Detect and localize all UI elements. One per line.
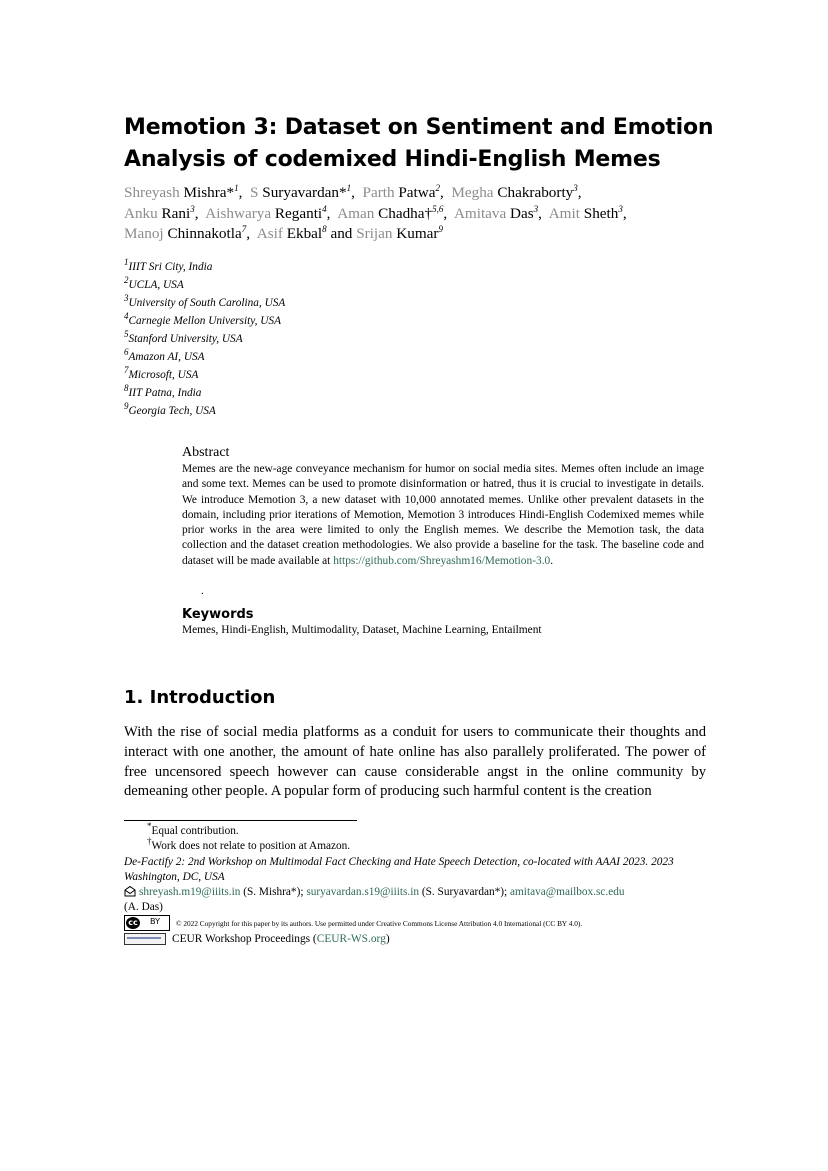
author-first-name: Shreyash: [124, 184, 180, 201]
ceur-row: [124, 931, 390, 947]
author-first-name: Aishwarya: [205, 204, 272, 222]
cc-badge-left: cc: [126, 917, 140, 929]
affiliation: [124, 276, 285, 294]
affiliation-name: UCLA, USA: [128, 279, 184, 291]
keywords-text: Memes, Hindi-English, Multimodality, Dataset, Machine Learning, Entailment: [182, 624, 542, 636]
title-line-1: Memotion 3: Dataset on Sentiment and Emotion: [124, 115, 714, 140]
email-owner: (S. Mishra*);: [240, 886, 307, 899]
affiliation-number: 3: [124, 293, 129, 304]
author-first-name: Aman: [337, 204, 375, 222]
affiliation: [124, 294, 285, 312]
abstract-end: .: [550, 554, 554, 567]
author: [363, 184, 440, 201]
keywords-section: [182, 606, 704, 638]
affiliation-number: 5: [124, 329, 129, 340]
author-first-name: Parth: [362, 184, 395, 201]
author-affiliation-mark: 8: [322, 223, 327, 234]
affiliation-name: IIT Patna, India: [128, 387, 202, 399]
author: [454, 205, 538, 222]
author-affiliation-mark: 7: [241, 223, 247, 234]
author-affiliation-mark: 3: [533, 203, 539, 214]
keywords-heading: Keywords: [182, 607, 254, 622]
author-list: Shreyash Mishra*$^1$, S Suryavardan*$^1$, Parth Patwa$^2$, Megha Chakraborty$^3$, Anku Rani$^3$, Aishwarya Reganti$^4$, Aman Chadha†$^{5,6}$, Amitava Das$^3$, Amit Sheth$^3$, Manoj Chinnakotla$^7$, Asif Ekbal$^8$ and Srijan Kumar$^9$: [124, 182, 631, 242]
email-link[interactable]: suryavardan.s19@iiits.in: [306, 886, 420, 899]
intro-heading: 1. Introduction: [124, 687, 276, 708]
author: [124, 184, 239, 201]
paper-title: [124, 112, 724, 176]
ceur-link[interactable]: CEUR-WS.org: [316, 933, 386, 945]
affiliation-name: IIIT Sri City, India: [128, 261, 213, 273]
cc-by-badge: [124, 915, 170, 931]
footnote-equal: [124, 821, 724, 839]
abstract-body: Memes are the new-age conveyance mechanism for humor on social media sites. Memes often include an image and some text. Memes can be used to promote disinformation or hatred, thus it is crucial to investigate in details. We introduce Memotion 3, a new dataset with 10,000 annotated memes. Unlike other prevalent datasets in the domain, including prior iterations of Memotion, Memotion 3 introduces Hindi-English Codemixed memes while prior works in the area were limited to only the English memes. We describe the Memotion task, the data collection and the dataset creation methodologies. We also provide a baseline for the task. The baseline code and dataset will be made available at: [182, 463, 704, 567]
author-and: and: [326, 225, 357, 242]
author-affiliation-mark: 3: [190, 203, 195, 214]
affiliation-number: 4: [124, 311, 129, 322]
author-last-name: Reganti: [274, 204, 323, 222]
affiliation-number: 6: [124, 347, 129, 358]
email-line: [124, 885, 724, 900]
footnote-dagger-mark: †: [147, 836, 152, 847]
ceur-logo-icon: [124, 933, 166, 945]
author-first-name: Manoj: [124, 225, 164, 242]
footnote-equal-text: Equal contribution.: [151, 825, 239, 837]
author-affiliation-mark: 4: [322, 203, 327, 214]
author-affiliation-mark: 9: [438, 223, 443, 234]
author-first-name: Anku: [124, 204, 158, 222]
title-line-2: Analysis of codemixed Hindi-English Memes: [124, 147, 661, 172]
abstract-text: [182, 462, 704, 569]
intro-paragraph: With the rise of social media platforms as a conduit for users to communicate their thoughts and interact with one another, the amount of hate online has also parallely proliferated. The power of free uncensored speech however can cause considerable angst in the online community by demeaning other people. A popular form of producing such harmful content is the creation: [124, 724, 706, 800]
email-owner: (S. Suryavardan*);: [419, 886, 510, 899]
email-link[interactable]: amitava@mailbox.sc.edu: [510, 886, 625, 899]
author-last-name: Ekbal: [286, 225, 323, 242]
github-link[interactable]: https://github.com/Shreyashm16/Memotion-3.0: [333, 554, 551, 567]
affiliation-number: 1: [124, 257, 129, 268]
author: [124, 225, 246, 242]
author-last-name: Chinnakotla: [167, 225, 242, 242]
affiliation: [124, 312, 285, 330]
footnote-dagger: [124, 836, 724, 854]
abstract-section: [182, 444, 704, 569]
author-affiliation-mark: 5,6: [432, 203, 444, 214]
stray-dot: .: [201, 585, 204, 597]
license-row: [124, 915, 582, 931]
affiliation: [124, 402, 285, 420]
author-last-name: Patwa: [398, 184, 436, 201]
author-last-name: Kumar: [396, 225, 439, 242]
footnotes: [124, 821, 724, 916]
affiliation-name: University of South Carolina, USA: [128, 297, 286, 309]
affiliation-name: Georgia Tech, USA: [128, 405, 216, 417]
ceur-prefix: CEUR Workshop Proceedings (: [172, 933, 317, 945]
author-first-name: S: [250, 184, 259, 201]
author: [451, 184, 577, 201]
email-last-name: (A. Das): [124, 901, 163, 914]
affiliation: [124, 330, 285, 348]
affiliation-number: 7: [124, 365, 129, 376]
author: [257, 225, 327, 242]
license-text: © 2022 Copyright for this paper by its authors. Use permitted under Creative Commons License Attribution 4.0 International (CC BY 4.0).: [176, 918, 583, 928]
footnote-rule: [124, 820, 357, 821]
author-first-name: Megha: [451, 184, 494, 201]
affiliation: [124, 258, 285, 276]
affiliation-number: 9: [124, 401, 129, 412]
author-first-name: Srijan: [356, 225, 393, 242]
author-affiliation-mark: 1: [346, 182, 352, 193]
author-last-name: Chakraborty: [497, 184, 574, 201]
author-last-name: Chadha†: [378, 204, 433, 222]
footnote-equal-mark: *: [147, 821, 152, 832]
author-affiliation-mark: 3: [618, 203, 623, 214]
affiliation-name: Microsoft, USA: [128, 369, 199, 381]
author: [250, 184, 351, 201]
cc-badge-right: BY: [150, 917, 160, 926]
affiliation-list: [124, 258, 285, 420]
author-first-name: Asif: [256, 225, 283, 242]
author-last-name: Sheth: [583, 204, 619, 222]
author-last-name: Mishra*: [183, 184, 235, 201]
venue-note: De-Factify 2: 2nd Workshop on Multimodal Fact Checking and Hate Speech Detection, co-located with AAAI 2023. 2023 Washington, DC, USA: [124, 855, 674, 883]
ceur-text: [172, 933, 390, 945]
affiliation-name: Stanford University, USA: [128, 333, 243, 345]
affiliation-name: Carnegie Mellon University, USA: [128, 315, 281, 327]
author-affiliation-mark: 2: [435, 182, 440, 193]
author-last-name: Rani: [161, 204, 191, 222]
affiliation-number: 2: [124, 275, 129, 286]
author: [205, 205, 326, 222]
affiliation-name: Amazon AI, USA: [128, 351, 205, 363]
author: [337, 205, 443, 222]
affiliation: [124, 366, 285, 384]
author: [356, 225, 443, 242]
author-last-name: Das: [510, 204, 534, 222]
author: [549, 205, 623, 222]
author-affiliation-mark: 3: [573, 182, 578, 193]
author-first-name: Amitava: [453, 204, 507, 222]
author: [124, 205, 195, 222]
email-list: [139, 886, 625, 898]
ceur-suffix: ): [385, 933, 390, 945]
abstract-heading: Abstract: [182, 445, 230, 460]
author-last-name: Suryavardan*: [262, 184, 347, 201]
author-first-name: Amit: [548, 204, 580, 222]
email-link[interactable]: shreyash.m19@iiits.in: [139, 886, 241, 899]
affiliation: [124, 348, 285, 366]
affiliation-number: 8: [124, 383, 129, 394]
envelope-icon: [124, 885, 136, 897]
footnote-dagger-text: Work does not relate to position at Amazon.: [151, 840, 351, 853]
affiliation: [124, 384, 285, 402]
author-affiliation-mark: 1: [234, 182, 239, 193]
